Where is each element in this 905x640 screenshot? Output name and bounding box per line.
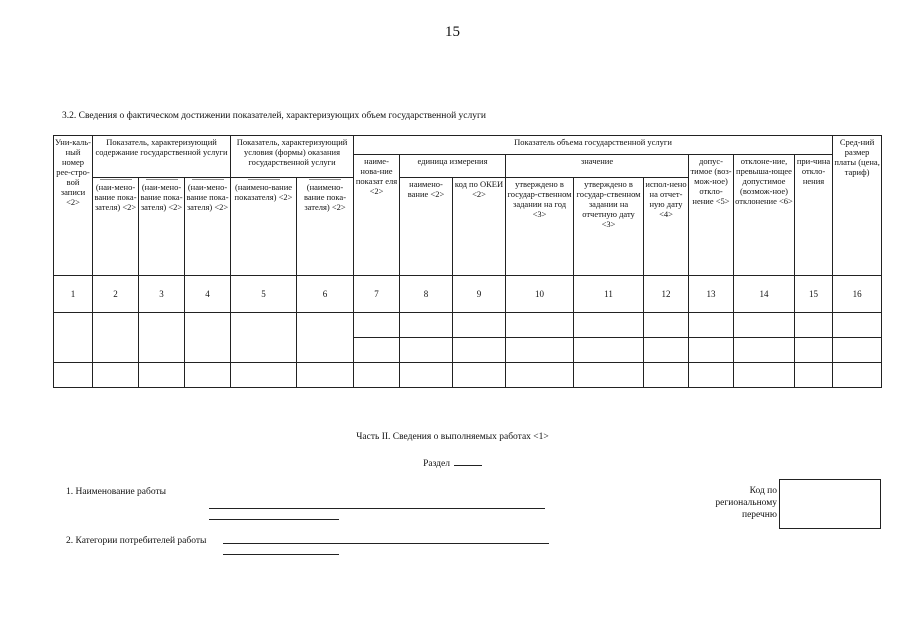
work-name-field[interactable] [209,508,545,509]
table-cell[interactable] [400,338,453,363]
part-title: Часть II. Сведения о выполняемых работах <1> [356,432,549,442]
table-cell[interactable] [644,313,689,338]
table-cell[interactable] [689,363,734,388]
group-conditions-indicator: Показатель, характеризующий условия (формы) оказания государственной услуги [231,136,354,178]
column-number: 12 [644,276,689,313]
sub-content-name-1: (наи-мено-вание пока-зателя) <2> [93,178,139,276]
table-cell[interactable] [354,338,400,363]
table-cell[interactable] [139,313,185,363]
table-cell[interactable] [185,363,231,388]
table-cell[interactable] [833,363,882,388]
table-cell[interactable] [644,363,689,388]
table-cell[interactable] [833,313,882,338]
column-number: 16 [833,276,882,313]
table-cell[interactable] [400,363,453,388]
table-cell[interactable] [795,338,833,363]
column-number: 10 [506,276,574,313]
table-cell[interactable] [297,363,354,388]
consumer-category-field-continued[interactable] [223,554,339,555]
table-cell[interactable] [400,313,453,338]
table-cell[interactable] [185,313,231,363]
group-content-indicator: Показатель, характеризующий содержание государственной услуги [93,136,231,178]
table-cell[interactable] [93,363,139,388]
col-unit-name: наимено-вание <2> [400,178,453,276]
table-cell[interactable] [354,313,400,338]
table-cell[interactable] [54,363,93,388]
page-number: 15 [445,24,460,40]
col-value-group: значение [506,155,689,178]
table-cell[interactable] [574,313,644,338]
col-unique-number: Уни-каль-ный номер рее-стро-вой записи <2> [54,136,93,276]
table-cell[interactable] [453,363,506,388]
table-cell[interactable] [54,313,93,363]
sub-condition-name-1: (наимено-вание показателя) <2> [231,178,297,276]
table-row [54,363,882,388]
column-number: 1 [54,276,93,313]
column-number-row [54,276,882,313]
table-cell[interactable] [795,363,833,388]
column-number: 13 [689,276,734,313]
col-average-price: Сред-ний размер платы (цена, тариф) [833,136,882,276]
table-cell[interactable] [574,338,644,363]
table-cell[interactable] [574,363,644,388]
sub-content-name-3: (наи-мено-вание пока-зателя) <2> [185,178,231,276]
col-approved-date: утверждено в государ-ственном задании на отчетную дату <3> [574,178,644,276]
regional-code-field[interactable] [779,479,881,529]
column-number: 4 [185,276,231,313]
work-name-field-continued[interactable] [209,519,339,520]
table-cell[interactable] [139,363,185,388]
table-cell[interactable] [644,338,689,363]
volume-indicators-table [53,135,882,388]
col-allowed-deviation: допус-тимое (воз-мож-ное) откло-нение <5> [689,155,734,276]
col-approved-year: утверждено в государ-ственном задании на год <3> [506,178,574,276]
column-number: 6 [297,276,354,313]
col-executed: испол-нено на отчет-ную дату <4> [644,178,689,276]
section-title: 3.2. Сведения о фактическом достижении показателей, характеризующих объем государственной услуги [62,111,486,121]
column-number: 7 [354,276,400,313]
table-cell[interactable] [93,313,139,363]
column-number: 9 [453,276,506,313]
column-number: 11 [574,276,644,313]
section-label [0,457,905,469]
table-row [54,313,882,338]
consumer-category-label: 2. Категории потребителей работы [66,536,207,546]
col-volume-name: наиме-нова-ние показат еля <2> [354,155,400,276]
table-cell[interactable] [297,313,354,363]
table-cell[interactable] [231,363,297,388]
column-number: 15 [795,276,833,313]
column-number: 8 [400,276,453,313]
col-unit-okei: код по ОКЕИ <2> [453,178,506,276]
table-cell[interactable] [231,313,297,363]
column-number: 14 [734,276,795,313]
col-exceeding-deviation: отклоне-ние, превыша-ющее допустимое (возмож-ное) отклонение <6> [734,155,795,276]
col-deviation-reason: при-чина откло-нения [795,155,833,276]
table-cell[interactable] [354,363,400,388]
group-volume-indicator: Показатель объема государственной услуги [354,136,833,155]
regional-code-label: Код по региональному перечню [715,486,777,520]
table-cell[interactable] [795,313,833,338]
table-cell[interactable] [734,313,795,338]
work-name-label: 1. Наименование работы [66,487,167,497]
section-number-field[interactable] [454,457,482,466]
column-number: 3 [139,276,185,313]
table-cell[interactable] [506,338,574,363]
section-label-text: Раздел [423,459,450,469]
column-number: 2 [93,276,139,313]
table-cell[interactable] [734,363,795,388]
table-cell[interactable] [833,338,882,363]
col-unit-group: единица измерения [400,155,506,178]
sub-condition-name-2: (наимено-вание пока-зателя) <2> [297,178,354,276]
column-number: 5 [231,276,297,313]
sub-content-name-2: (наи-мено-вание пока-зателя) <2> [139,178,185,276]
consumer-category-field[interactable] [223,543,549,544]
table-cell[interactable] [689,313,734,338]
table-cell[interactable] [453,338,506,363]
table-cell[interactable] [734,338,795,363]
table-cell[interactable] [506,363,574,388]
table-cell[interactable] [689,338,734,363]
table-cell[interactable] [453,313,506,338]
table-cell[interactable] [506,313,574,338]
